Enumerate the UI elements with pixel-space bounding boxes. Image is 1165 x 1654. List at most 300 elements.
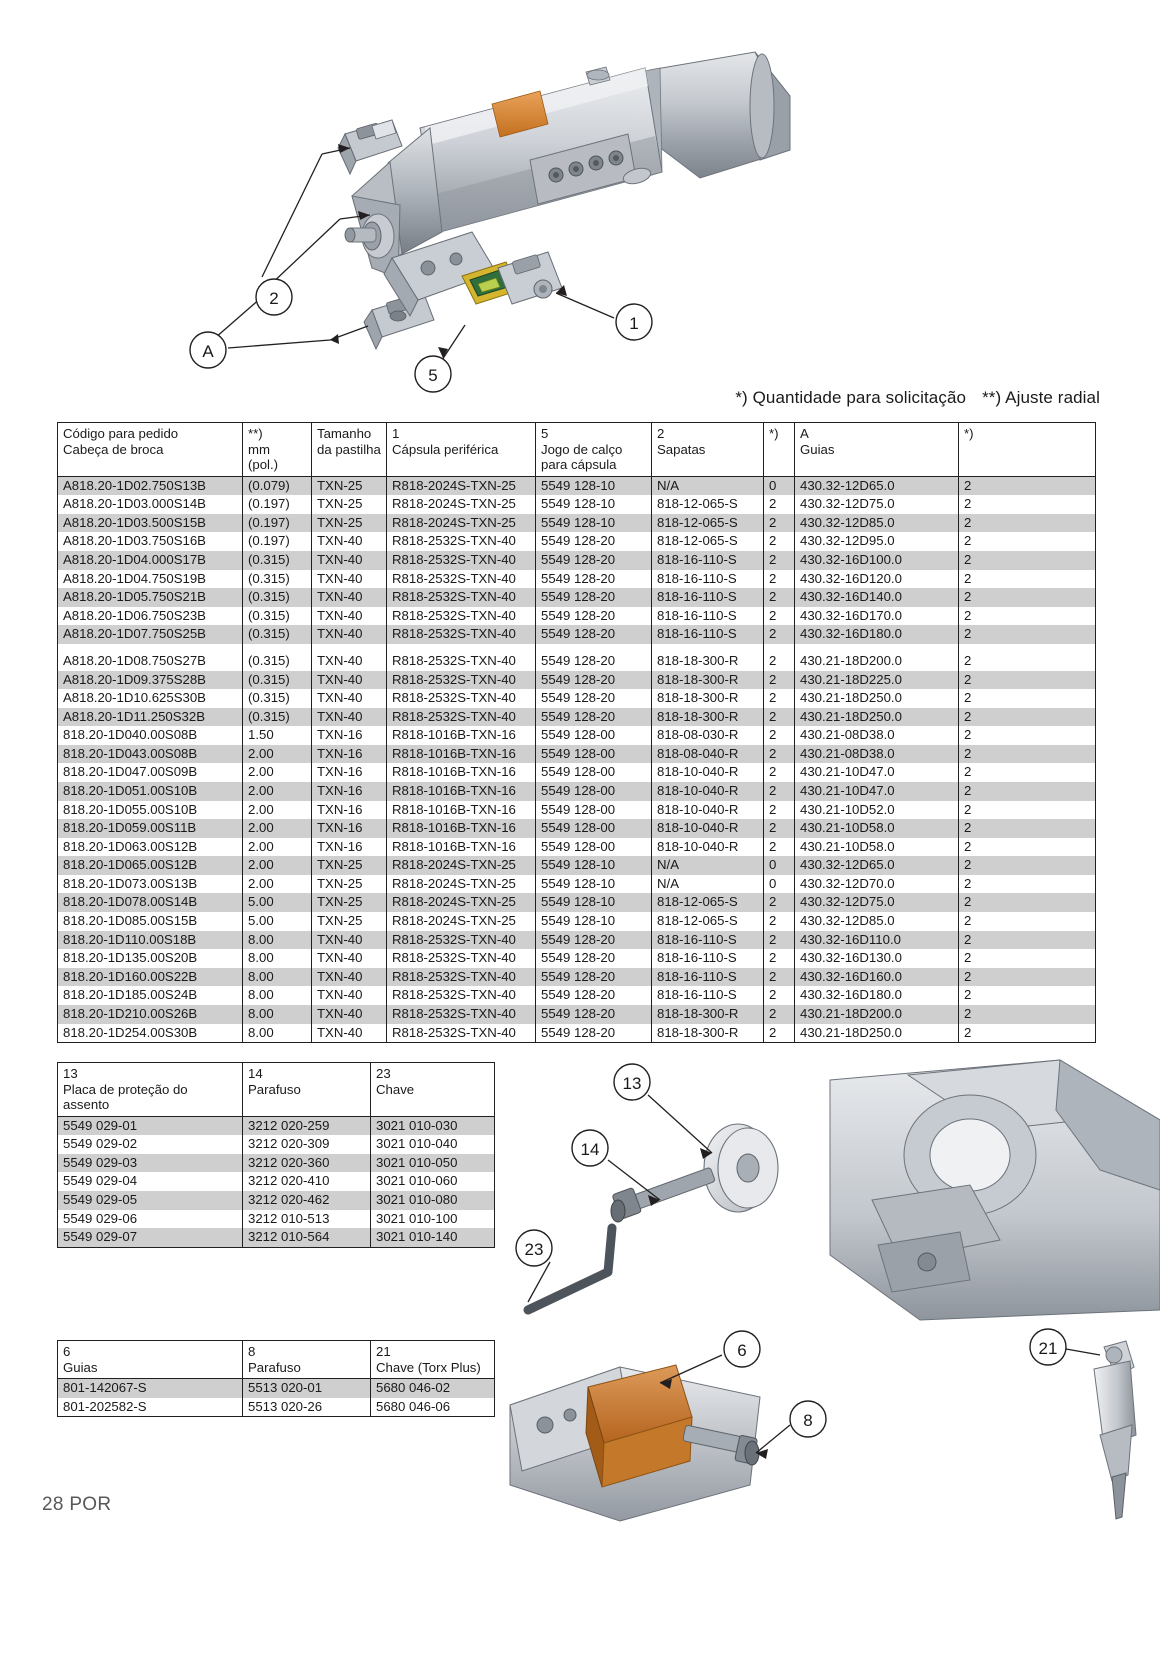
table-cell: 430.21-10D47.0 bbox=[795, 763, 959, 782]
table-cell: A818.20-1D07.750S25B bbox=[58, 625, 243, 644]
table-cell: A818.20-1D09.375S28B bbox=[58, 671, 243, 690]
table-cell: 2 bbox=[764, 1024, 795, 1043]
table-cell: 5549 128-00 bbox=[536, 838, 652, 857]
table-cell: 430.21-08D38.0 bbox=[795, 745, 959, 764]
table-cell: 818-16-110-S bbox=[652, 570, 764, 589]
col-header-shim-set-txt: Jogo de calço bbox=[541, 441, 623, 457]
balloon-6-label: 6 bbox=[737, 1341, 747, 1360]
table-cell: 5549 029-01 bbox=[58, 1116, 243, 1135]
table-cell: 3212 020-259 bbox=[243, 1116, 371, 1135]
table-cell: R818-2532S-TXN-40 bbox=[387, 708, 536, 727]
table-cell: 818-10-040-R bbox=[652, 801, 764, 820]
table-cell: 818-12-065-S bbox=[652, 514, 764, 533]
table-cell: 2 bbox=[959, 588, 1096, 607]
table-cell: 430.21-18D250.0 bbox=[795, 708, 959, 727]
table-cell-spacer bbox=[312, 644, 387, 652]
table-cell: 2 bbox=[959, 763, 1096, 782]
col-header-seat-plate-txt2: assento bbox=[63, 1097, 110, 1113]
col-header-seat-plate-num: 13 bbox=[63, 1066, 78, 1081]
table-cell: 8.00 bbox=[243, 986, 312, 1005]
table-cell: TXN-40 bbox=[312, 708, 387, 727]
table-cell: 2 bbox=[959, 893, 1096, 912]
drill-head-illustration bbox=[0, 0, 1165, 400]
table-cell: 818-16-110-S bbox=[652, 588, 764, 607]
col-header-order-code-txt: Cabeça de broca bbox=[63, 441, 164, 457]
table-cell: 818.20-1D085.00S15B bbox=[58, 912, 243, 931]
table-cell: 3212 020-410 bbox=[243, 1172, 371, 1191]
col-header-wrench-23-num: 23 bbox=[376, 1066, 391, 1081]
table-cell: TXN-40 bbox=[312, 607, 387, 626]
table-cell: 801-202582-S bbox=[58, 1398, 243, 1417]
table-cell: TXN-25 bbox=[312, 893, 387, 912]
table-cell: 818-16-110-S bbox=[652, 931, 764, 950]
table-cell: 818-10-040-R bbox=[652, 763, 764, 782]
table-cell: TXN-40 bbox=[312, 949, 387, 968]
table-cell: 430.21-10D58.0 bbox=[795, 838, 959, 857]
table-cell: 430.32-12D85.0 bbox=[795, 912, 959, 931]
table-cell: 8.00 bbox=[243, 968, 312, 987]
table-row bbox=[58, 1005, 1096, 1024]
table-cell: 2 bbox=[959, 532, 1096, 551]
table-cell: TXN-16 bbox=[312, 838, 387, 857]
table-cell: 818.20-1D078.00S14B bbox=[58, 893, 243, 912]
table-row bbox=[58, 476, 1096, 495]
table-cell: 5549 128-20 bbox=[536, 652, 652, 671]
table-cell: 5549 128-20 bbox=[536, 1005, 652, 1024]
table-cell: 0 bbox=[764, 856, 795, 875]
plate-table-body bbox=[58, 1116, 495, 1247]
table-cell: A818.20-1D04.000S17B bbox=[58, 551, 243, 570]
table-cell: 8.00 bbox=[243, 1005, 312, 1024]
balloon-1-label: 1 bbox=[629, 314, 639, 333]
table-cell: 2 bbox=[959, 625, 1096, 644]
table-row-spacer bbox=[58, 644, 1096, 652]
table-row bbox=[58, 1379, 495, 1398]
table-cell: 818-12-065-S bbox=[652, 893, 764, 912]
table-cell: 818.20-1D135.00S20B bbox=[58, 949, 243, 968]
col-header-mm-num: **) bbox=[248, 426, 263, 441]
table-cell: 3021 010-050 bbox=[371, 1154, 495, 1173]
table-cell: 5549 128-20 bbox=[536, 986, 652, 1005]
balloon-5 bbox=[415, 356, 451, 392]
guide-pad-illustration bbox=[500, 1325, 1160, 1525]
table-cell: 430.32-16D110.0 bbox=[795, 931, 959, 950]
cutter-body-fragment bbox=[830, 1060, 1160, 1320]
table-cell: 818-10-040-R bbox=[652, 819, 764, 838]
table-cell: R818-2532S-TXN-40 bbox=[387, 968, 536, 987]
table-cell: R818-1016B-TXN-16 bbox=[387, 838, 536, 857]
table-row bbox=[58, 782, 1096, 801]
seat-protection-plate-table bbox=[57, 1062, 495, 1248]
table-cell: 2 bbox=[959, 819, 1096, 838]
table-row bbox=[58, 838, 1096, 857]
table-row bbox=[58, 1210, 495, 1229]
table-cell: TXN-16 bbox=[312, 726, 387, 745]
table-cell: 430.32-16D100.0 bbox=[795, 551, 959, 570]
table-cell: TXN-16 bbox=[312, 782, 387, 801]
table-cell: R818-2532S-TXN-40 bbox=[387, 689, 536, 708]
table-cell: 2 bbox=[764, 495, 795, 514]
table-cell: 818.20-1D073.00S13B bbox=[58, 875, 243, 894]
table-cell: 8.00 bbox=[243, 949, 312, 968]
table-cell: TXN-25 bbox=[312, 912, 387, 931]
table-cell: 2 bbox=[764, 1005, 795, 1024]
col-header-peripheral-cartridge bbox=[387, 423, 536, 477]
table-cell: 3021 010-040 bbox=[371, 1135, 495, 1154]
table-cell: (0.315) bbox=[243, 607, 312, 626]
table-cell: 818.20-1D160.00S22B bbox=[58, 968, 243, 987]
col-header-seat-plate bbox=[58, 1063, 243, 1117]
table-row bbox=[58, 986, 1096, 1005]
table-cell: R818-2024S-TXN-25 bbox=[387, 514, 536, 533]
table-cell: 3021 010-030 bbox=[371, 1116, 495, 1135]
table-cell: 2.00 bbox=[243, 875, 312, 894]
table-cell: 2 bbox=[764, 745, 795, 764]
table-footnote-caption bbox=[0, 388, 1100, 408]
table-cell: 430.21-10D52.0 bbox=[795, 801, 959, 820]
table-cell: 2 bbox=[959, 1005, 1096, 1024]
table-cell: TXN-25 bbox=[312, 875, 387, 894]
table-cell: 5549 128-00 bbox=[536, 819, 652, 838]
table-cell: 5549 128-10 bbox=[536, 875, 652, 894]
col-header-insert-size-num: Tamanho bbox=[317, 426, 372, 441]
table-cell: TXN-25 bbox=[312, 514, 387, 533]
table-cell: R818-1016B-TXN-16 bbox=[387, 726, 536, 745]
table-cell: A818.20-1D04.750S19B bbox=[58, 570, 243, 589]
table-row bbox=[58, 745, 1096, 764]
table-cell: 3021 010-060 bbox=[371, 1172, 495, 1191]
table-cell: 2 bbox=[764, 986, 795, 1005]
table-cell: TXN-40 bbox=[312, 652, 387, 671]
table-cell: 818-16-110-S bbox=[652, 968, 764, 987]
table-cell: 2 bbox=[764, 782, 795, 801]
col-header-wrench-23-txt: Chave bbox=[376, 1081, 415, 1097]
main-table-body bbox=[58, 476, 1096, 1042]
table-row bbox=[58, 1228, 495, 1247]
balloon-8-label: 8 bbox=[803, 1411, 813, 1430]
table-cell: 2.00 bbox=[243, 782, 312, 801]
balloon-14 bbox=[572, 1130, 608, 1166]
table-cell: A818.20-1D10.625S30B bbox=[58, 689, 243, 708]
col-header-screw-8-num: 8 bbox=[248, 1344, 256, 1359]
col-header-order-code-num: Código para pedido bbox=[63, 426, 179, 441]
table-cell: 2 bbox=[959, 495, 1096, 514]
table-row bbox=[58, 532, 1096, 551]
table-cell: TXN-40 bbox=[312, 570, 387, 589]
table-cell: 430.32-12D70.0 bbox=[795, 875, 959, 894]
table-cell: 430.32-12D75.0 bbox=[795, 495, 959, 514]
table-cell: 5549 128-10 bbox=[536, 514, 652, 533]
table-row bbox=[58, 912, 1096, 931]
table-cell: 1.50 bbox=[243, 726, 312, 745]
table-cell: 2 bbox=[764, 625, 795, 644]
table-cell: 818-18-300-R bbox=[652, 671, 764, 690]
table-cell-spacer bbox=[58, 644, 243, 652]
col-header-screw-14-txt: Parafuso bbox=[248, 1081, 301, 1097]
table-cell: TXN-25 bbox=[312, 476, 387, 495]
table-cell: 3021 010-140 bbox=[371, 1228, 495, 1247]
table-cell: 818-12-065-S bbox=[652, 912, 764, 931]
table-cell: 430.21-08D38.0 bbox=[795, 726, 959, 745]
table-cell: 818-12-065-S bbox=[652, 532, 764, 551]
table-cell: 430.32-16D160.0 bbox=[795, 968, 959, 987]
table-cell: (0.197) bbox=[243, 532, 312, 551]
table-cell: 5549 128-00 bbox=[536, 763, 652, 782]
table-cell: 801-142067-S bbox=[58, 1379, 243, 1398]
table-cell: 430.32-16D180.0 bbox=[795, 986, 959, 1005]
table-cell: 2 bbox=[959, 745, 1096, 764]
col-header-screw-14 bbox=[243, 1063, 371, 1117]
table-cell: (0.315) bbox=[243, 588, 312, 607]
table-cell: 430.32-12D65.0 bbox=[795, 856, 959, 875]
main-table-head bbox=[58, 423, 1096, 477]
table-cell: A818.20-1D11.250S32B bbox=[58, 708, 243, 727]
table-cell: 818-10-040-R bbox=[652, 782, 764, 801]
table-cell: 5549 029-06 bbox=[58, 1210, 243, 1229]
table-cell: 2 bbox=[959, 708, 1096, 727]
balloon-13-label: 13 bbox=[622, 1074, 642, 1093]
table-cell: 818.20-1D185.00S24B bbox=[58, 986, 243, 1005]
col-header-pads-num: 2 bbox=[657, 426, 665, 441]
table-cell: 818-16-110-S bbox=[652, 625, 764, 644]
table-cell: 818-16-110-S bbox=[652, 607, 764, 626]
table-cell: 3212 020-360 bbox=[243, 1154, 371, 1173]
table-cell: 3212 010-564 bbox=[243, 1228, 371, 1247]
table-cell: 818.20-1D043.00S08B bbox=[58, 745, 243, 764]
table-cell: 818.20-1D040.00S08B bbox=[58, 726, 243, 745]
col-header-mm-txt: mm bbox=[248, 441, 270, 457]
table-cell: TXN-40 bbox=[312, 1024, 387, 1043]
table-row bbox=[58, 949, 1096, 968]
guide-table-body bbox=[58, 1379, 495, 1417]
col-header-qty-guides-num: *) bbox=[964, 426, 974, 441]
table-cell: R818-2532S-TXN-40 bbox=[387, 986, 536, 1005]
col-header-qty-pads bbox=[764, 423, 795, 477]
table-cell: TXN-40 bbox=[312, 671, 387, 690]
table-cell: R818-2024S-TXN-25 bbox=[387, 476, 536, 495]
table-cell: TXN-40 bbox=[312, 986, 387, 1005]
drill-body bbox=[345, 52, 790, 278]
table-cell: 2.00 bbox=[243, 838, 312, 857]
table-cell: 5549 128-20 bbox=[536, 570, 652, 589]
table-row bbox=[58, 495, 1096, 514]
table-cell: 430.21-10D47.0 bbox=[795, 782, 959, 801]
table-row bbox=[58, 726, 1096, 745]
table-cell: 5549 128-10 bbox=[536, 856, 652, 875]
balloon-2 bbox=[256, 279, 292, 315]
table-cell: 2 bbox=[764, 838, 795, 857]
table-cell: TXN-40 bbox=[312, 931, 387, 950]
seat-protection-plate-part bbox=[704, 1124, 778, 1212]
table-cell: R818-2024S-TXN-25 bbox=[387, 856, 536, 875]
table-cell: 3212 020-462 bbox=[243, 1191, 371, 1210]
table-row bbox=[58, 708, 1096, 727]
table-cell: 2 bbox=[959, 726, 1096, 745]
table-cell: 5680 046-06 bbox=[371, 1398, 495, 1417]
table-cell: R818-2024S-TXN-25 bbox=[387, 495, 536, 514]
table-cell: N/A bbox=[652, 476, 764, 495]
table-cell: 818.20-1D047.00S09B bbox=[58, 763, 243, 782]
table-cell: 818.20-1D254.00S30B bbox=[58, 1024, 243, 1043]
col-header-guides-num: A bbox=[800, 426, 809, 441]
table-cell: R818-2532S-TXN-40 bbox=[387, 1024, 536, 1043]
table-cell: 818.20-1D051.00S10B bbox=[58, 782, 243, 801]
table-cell: TXN-16 bbox=[312, 763, 387, 782]
balloon-14-label: 14 bbox=[580, 1140, 600, 1159]
table-row bbox=[58, 1191, 495, 1210]
table-row bbox=[58, 1116, 495, 1135]
table-cell: 430.21-18D200.0 bbox=[795, 652, 959, 671]
table-cell: 430.32-12D85.0 bbox=[795, 514, 959, 533]
col-header-screw-8 bbox=[243, 1341, 371, 1379]
table-cell: R818-2024S-TXN-25 bbox=[387, 875, 536, 894]
table-cell: 818.20-1D210.00S26B bbox=[58, 1005, 243, 1024]
table-cell: TXN-40 bbox=[312, 625, 387, 644]
table-row bbox=[58, 968, 1096, 987]
table-cell: 818-16-110-S bbox=[652, 551, 764, 570]
table-cell: 430.32-16D180.0 bbox=[795, 625, 959, 644]
table-cell: A818.20-1D05.750S21B bbox=[58, 588, 243, 607]
table-cell: 5680 046-02 bbox=[371, 1379, 495, 1398]
table-cell: 818.20-1D055.00S10B bbox=[58, 801, 243, 820]
balloon-23 bbox=[516, 1230, 552, 1266]
table-cell: 5549 029-05 bbox=[58, 1191, 243, 1210]
table-cell: 818-18-300-R bbox=[652, 652, 764, 671]
table-cell: 430.21-18D250.0 bbox=[795, 689, 959, 708]
table-cell: 5549 128-20 bbox=[536, 949, 652, 968]
col-header-pads bbox=[652, 423, 764, 477]
table-cell: R818-2532S-TXN-40 bbox=[387, 588, 536, 607]
table-cell: 2 bbox=[764, 652, 795, 671]
table-cell: (0.079) bbox=[243, 476, 312, 495]
table-row bbox=[58, 875, 1096, 894]
table-cell: TXN-40 bbox=[312, 1005, 387, 1024]
guide-table-header-row bbox=[58, 1341, 495, 1379]
col-header-peripheral-cartridge-num: 1 bbox=[392, 426, 400, 441]
table-cell: 2 bbox=[764, 689, 795, 708]
table-cell: N/A bbox=[652, 875, 764, 894]
table-cell: 818-18-300-R bbox=[652, 1005, 764, 1024]
table-cell: TXN-25 bbox=[312, 856, 387, 875]
table-cell: 818-10-040-R bbox=[652, 838, 764, 857]
table-cell: 5549 128-20 bbox=[536, 551, 652, 570]
table-row bbox=[58, 856, 1096, 875]
table-cell: TXN-16 bbox=[312, 819, 387, 838]
table-row bbox=[58, 588, 1096, 607]
table-cell: 5549 128-20 bbox=[536, 588, 652, 607]
table-cell: R818-1016B-TXN-16 bbox=[387, 819, 536, 838]
table-cell: A818.20-1D03.500S15B bbox=[58, 514, 243, 533]
table-cell: 3021 010-080 bbox=[371, 1191, 495, 1210]
table-cell: TXN-40 bbox=[312, 968, 387, 987]
table-cell: 0 bbox=[764, 875, 795, 894]
table-cell: 430.32-12D65.0 bbox=[795, 476, 959, 495]
screw-part bbox=[611, 1167, 715, 1222]
col-header-insert-size-txt: da pastilha bbox=[317, 441, 381, 457]
table-cell: A818.20-1D08.750S27B bbox=[58, 652, 243, 671]
balloon-A-label: A bbox=[202, 342, 214, 361]
table-cell: 0 bbox=[764, 476, 795, 495]
table-row bbox=[58, 763, 1096, 782]
table-cell: 5549 128-10 bbox=[536, 476, 652, 495]
table-cell: (0.315) bbox=[243, 652, 312, 671]
col-header-pads-txt: Sapatas bbox=[657, 441, 706, 457]
table-cell: TXN-16 bbox=[312, 801, 387, 820]
col-header-guides-txt: Guias bbox=[800, 441, 835, 457]
balloon-A bbox=[190, 332, 226, 368]
table-cell: R818-1016B-TXN-16 bbox=[387, 782, 536, 801]
table-cell: 3212 020-309 bbox=[243, 1135, 371, 1154]
table-cell: 2 bbox=[764, 570, 795, 589]
table-row bbox=[58, 801, 1096, 820]
table-row bbox=[58, 819, 1096, 838]
col-header-wrench-21 bbox=[371, 1341, 495, 1379]
table-cell: R818-2532S-TXN-40 bbox=[387, 1005, 536, 1024]
table-cell: 2 bbox=[959, 570, 1096, 589]
table-cell: 430.21-18D250.0 bbox=[795, 1024, 959, 1043]
table-cell: 2 bbox=[959, 1024, 1096, 1043]
table-cell: 5549 128-00 bbox=[536, 782, 652, 801]
table-cell: 3212 010-513 bbox=[243, 1210, 371, 1229]
guides-screws-wrench-table bbox=[57, 1340, 495, 1417]
col-header-insert-size bbox=[312, 423, 387, 477]
table-cell: 2 bbox=[764, 763, 795, 782]
col-header-mm bbox=[243, 423, 312, 477]
table-cell: A818.20-1D03.750S16B bbox=[58, 532, 243, 551]
table-cell: 2 bbox=[764, 551, 795, 570]
balloon-1 bbox=[616, 304, 652, 340]
col-header-screw-8-txt: Parafuso bbox=[248, 1359, 301, 1375]
table-cell: TXN-25 bbox=[312, 495, 387, 514]
table-row bbox=[58, 1135, 495, 1154]
table-row bbox=[58, 607, 1096, 626]
col-header-guides-6-num: 6 bbox=[63, 1344, 71, 1359]
table-cell: 5549 128-20 bbox=[536, 1024, 652, 1043]
table-cell: 2 bbox=[764, 819, 795, 838]
table-cell: 5549 029-03 bbox=[58, 1154, 243, 1173]
table-cell: 818-16-110-S bbox=[652, 986, 764, 1005]
table-cell: 2 bbox=[764, 708, 795, 727]
table-cell: (0.315) bbox=[243, 551, 312, 570]
guide-table-head bbox=[58, 1341, 495, 1379]
table-cell: R818-1016B-TXN-16 bbox=[387, 801, 536, 820]
main-table-header-row bbox=[58, 423, 1096, 477]
table-cell: 5549 128-10 bbox=[536, 495, 652, 514]
plate-table-header-row bbox=[58, 1063, 495, 1117]
footnote-radial-adj: **) Ajuste radial bbox=[982, 388, 1100, 407]
balloon-8 bbox=[790, 1401, 826, 1437]
table-cell-spacer bbox=[536, 644, 652, 652]
table-cell-spacer bbox=[795, 644, 959, 652]
table-cell: 2 bbox=[959, 856, 1096, 875]
table-cell: R818-2532S-TXN-40 bbox=[387, 607, 536, 626]
table-cell: A818.20-1D06.750S23B bbox=[58, 607, 243, 626]
table-cell: R818-1016B-TXN-16 bbox=[387, 763, 536, 782]
table-cell: 430.32-16D170.0 bbox=[795, 607, 959, 626]
table-cell: 2 bbox=[959, 551, 1096, 570]
table-cell: 430.21-18D225.0 bbox=[795, 671, 959, 690]
table-cell: 2 bbox=[764, 931, 795, 950]
col-header-shim-set-num: 5 bbox=[541, 426, 549, 441]
table-cell: 5.00 bbox=[243, 893, 312, 912]
table-cell: (0.315) bbox=[243, 689, 312, 708]
table-cell: 818-08-030-R bbox=[652, 726, 764, 745]
table-cell: TXN-16 bbox=[312, 745, 387, 764]
guide-pad-lower bbox=[364, 294, 434, 349]
table-cell: 818-18-300-R bbox=[652, 1024, 764, 1043]
table-cell: R818-2532S-TXN-40 bbox=[387, 652, 536, 671]
table-cell: 2 bbox=[764, 893, 795, 912]
